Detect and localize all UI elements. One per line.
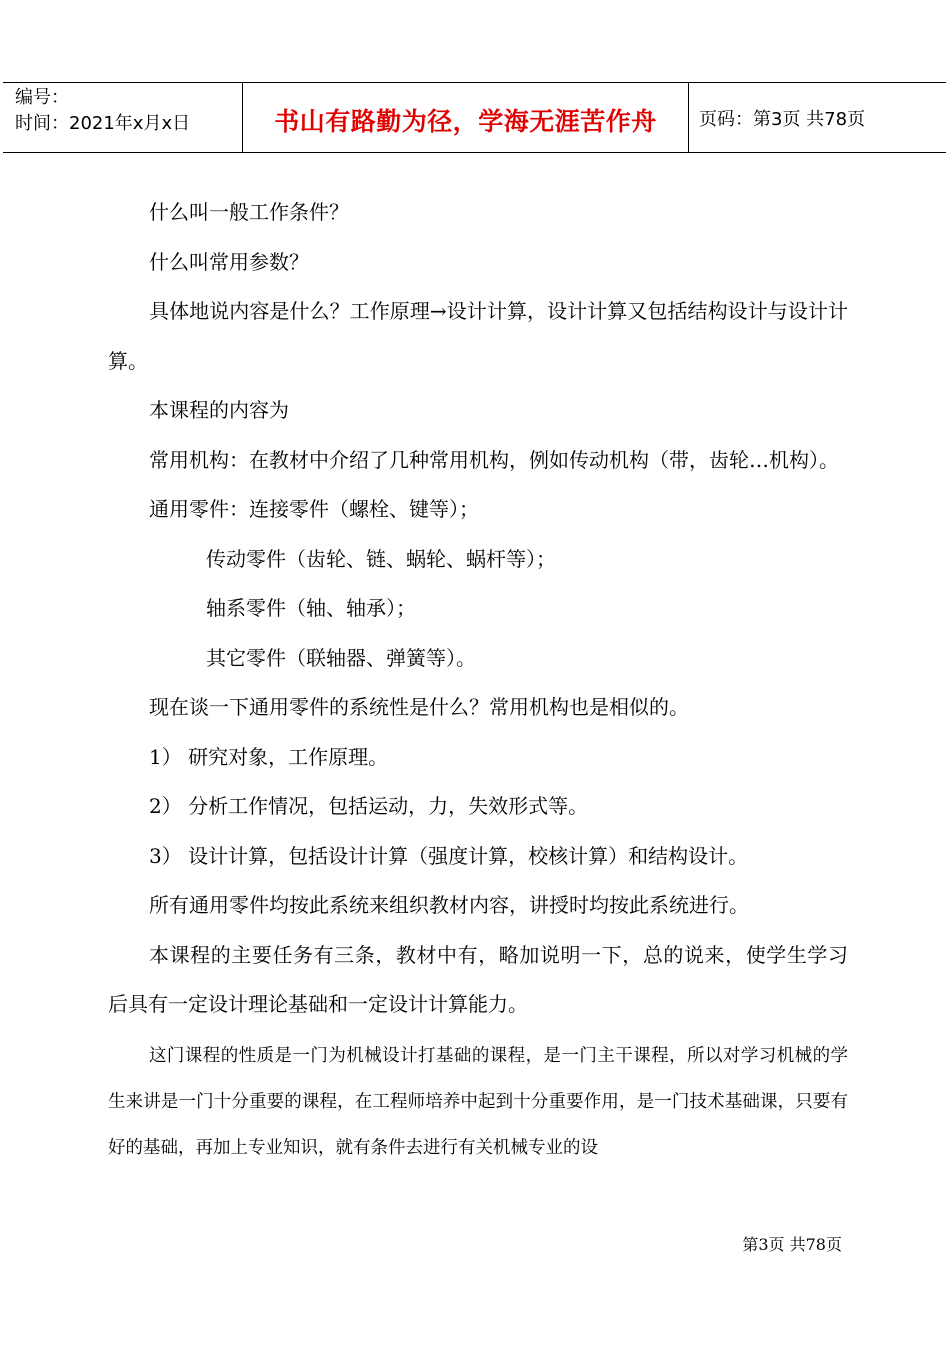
list-item: 其它零件（联轴器、弹簧等）。 bbox=[206, 645, 476, 670]
paragraph: 这门课程的性质是一门为机械设计打基础的课程，是一门主干课程，所以对学习机械的学生来讲是一门十分重要的课程，在工程师培养中起到十分重要作用，是一门技术基础课，只要有好的基础，再加上专业知识，就有条件去进行有关机械专业的设 bbox=[108, 1045, 848, 1158]
document-body bbox=[108, 188, 848, 1171]
list-item: 3） 设计计算，包括设计计算（强度计算，校核计算）和结构设计。 bbox=[149, 843, 749, 868]
paragraph: 本课程的内容为 bbox=[149, 398, 289, 422]
paragraph: 本课程的主要任务有三条，教材中有，略加说明一下，总的说来，使学生学习后具有一定设计理论基础和一定设计计算能力。 bbox=[108, 942, 848, 1016]
paragraph: 具体地说内容是什么？工作原理→设计计算，设计计算又包括结构设计与设计计算。 bbox=[108, 299, 848, 373]
paragraph: 什么叫常用参数？ bbox=[149, 249, 309, 274]
paragraph: 什么叫一般工作条件？ bbox=[149, 200, 349, 224]
page-footer: 第3页 共78页 bbox=[742, 1235, 842, 1254]
paragraph: 所有通用零件均按此系统来组织教材内容，讲授时均按此系统进行。 bbox=[149, 893, 749, 917]
list-item: 1） 研究对象，工作原理。 bbox=[149, 744, 389, 769]
list-item: 2） 分析工作情况，包括运动，力，失效形式等。 bbox=[149, 794, 589, 818]
list-item: 传动零件（齿轮、链、蜗轮、蜗杆等）； bbox=[206, 546, 556, 571]
header-slogan: 书山有路勤为径，学海无涯苦作舟 bbox=[243, 83, 689, 152]
number-label: 编号： bbox=[15, 87, 69, 108]
date-label: 时间：2021年x月x日 bbox=[15, 113, 191, 134]
header-meta bbox=[3, 83, 243, 152]
page-header bbox=[3, 82, 946, 153]
paragraph: 现在谈一下通用零件的系统性是什么？常用机构也是相似的。 bbox=[149, 695, 689, 719]
paragraph: 通用零件：连接零件（螺栓、键等）； bbox=[149, 497, 479, 521]
header-page-number: 页码：第3页 共78页 bbox=[699, 108, 866, 130]
paragraph: 常用机构：在教材中介绍了几种常用机构，例如传动机构（带，齿轮…机构）。 bbox=[149, 447, 839, 472]
list-item: 轴系零件（轴、轴承）； bbox=[206, 596, 416, 620]
